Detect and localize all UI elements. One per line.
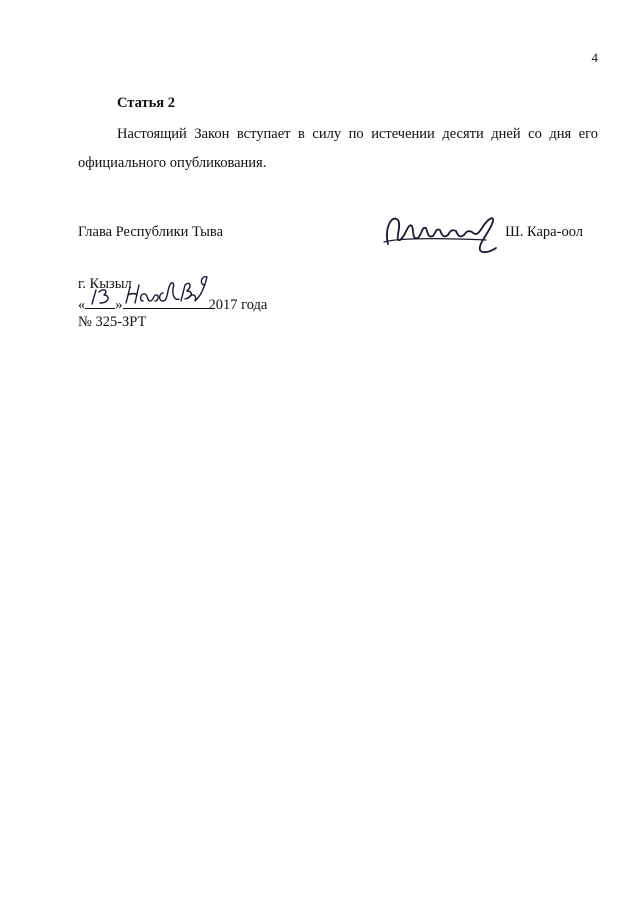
page-number: 4	[591, 50, 598, 65]
article-text: Настоящий Закон вступает в силу по истечении десяти дней со дня его официального опубликования.	[78, 126, 598, 171]
year-suffix: 2017 года	[208, 297, 268, 313]
handwritten-month-icon	[123, 273, 213, 307]
quote-open: «	[78, 297, 86, 313]
handwritten-day-icon	[85, 287, 115, 307]
signatory-role: Глава Республики Тыва	[78, 224, 224, 240]
date-line	[78, 293, 267, 314]
handwritten-signature-icon	[378, 208, 503, 260]
place-date-block	[78, 276, 267, 331]
law-number: № 325-ЗРТ	[78, 314, 147, 330]
day-field	[85, 293, 115, 309]
city: г. Кызыл	[78, 276, 132, 292]
signatory-name: Ш. Кара-оол	[505, 224, 583, 240]
month-field	[123, 293, 209, 309]
quote-close: »	[115, 297, 123, 313]
signature-block	[78, 222, 583, 262]
article-title: Статья 2	[117, 95, 175, 111]
